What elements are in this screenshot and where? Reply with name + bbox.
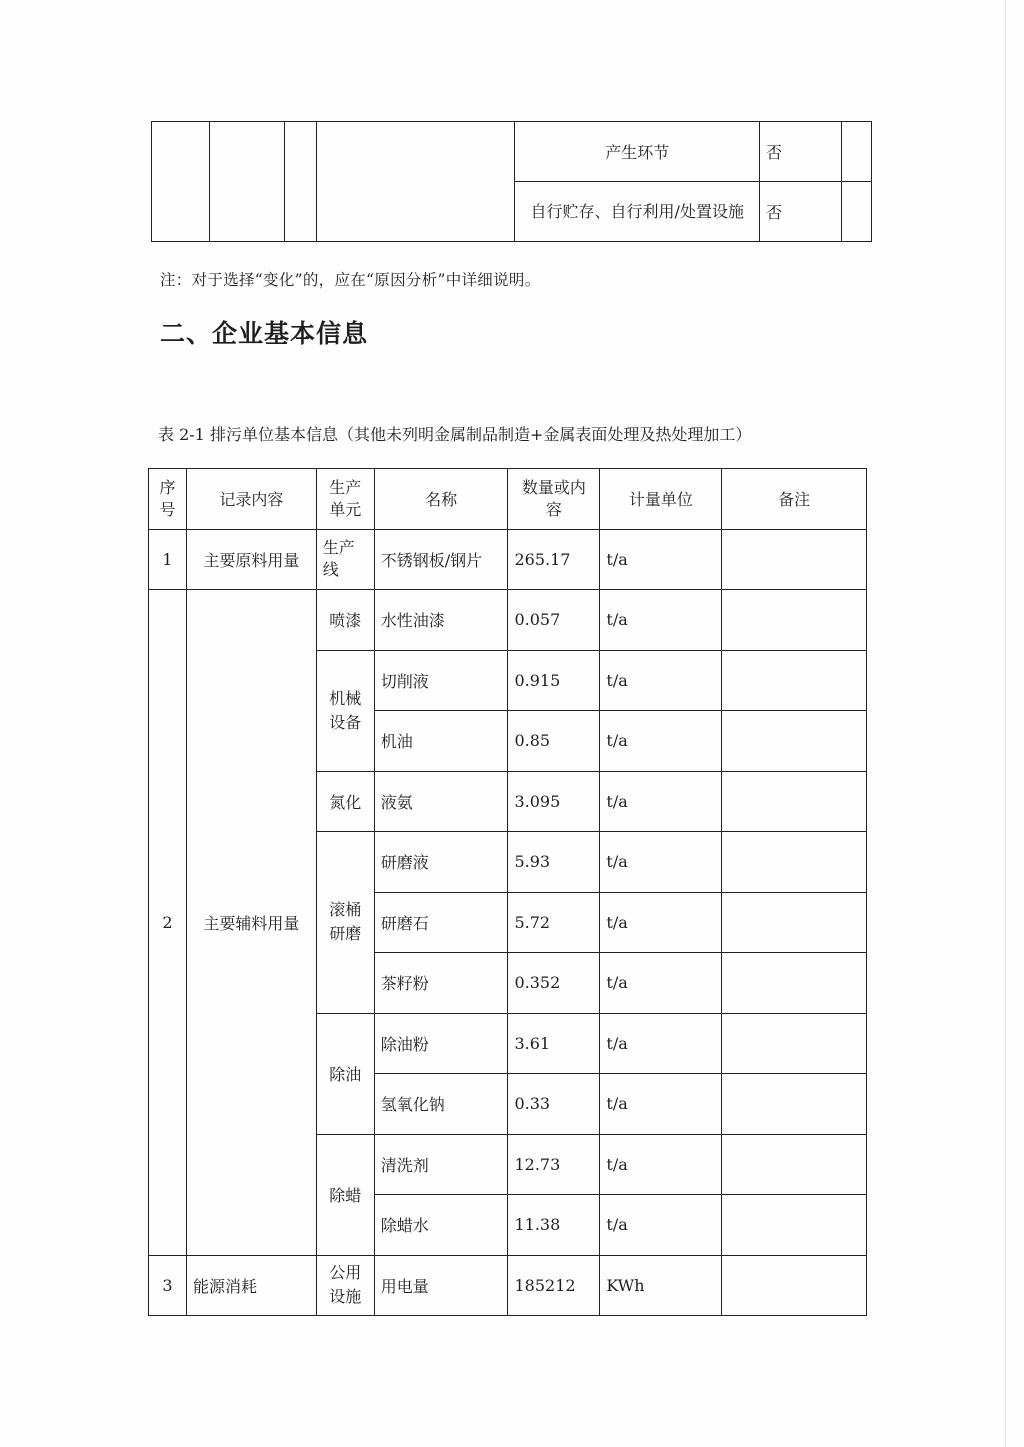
header-cell: 名称 (374, 469, 508, 530)
remark (722, 832, 867, 893)
measure-unit: t/a (600, 1195, 722, 1256)
header-cell: 生产单元 (316, 469, 374, 530)
measure-unit: t/a (600, 650, 722, 711)
remark (722, 650, 867, 711)
item-cell: 自行贮存、自行利用/处置设施 (515, 182, 760, 242)
quantity: 0.85 (508, 711, 600, 772)
measure-unit: t/a (600, 529, 722, 590)
quantity: 3.095 (508, 771, 600, 832)
production-unit: 除蜡 (316, 1134, 374, 1255)
quantity: 11.38 (508, 1195, 600, 1256)
item-name: 液氨 (374, 771, 508, 832)
item-name: 清洗剂 (374, 1134, 508, 1195)
header-cell: 备注 (722, 469, 867, 530)
table-row (149, 590, 867, 651)
measure-unit: t/a (600, 953, 722, 1014)
production-unit: 生产线 (316, 529, 374, 590)
measure-unit: t/a (600, 590, 722, 651)
production-unit: 喷漆 (316, 590, 374, 651)
page-edge-line (1005, 0, 1006, 1447)
quantity: 0.33 (508, 1074, 600, 1135)
quantity: 3.61 (508, 1013, 600, 1074)
remark (722, 1134, 867, 1195)
header-cell: 记录内容 (186, 469, 316, 530)
empty-cell (284, 122, 316, 242)
production-unit: 滚桶研磨 (316, 832, 374, 1014)
remark (722, 529, 867, 590)
quantity: 5.72 (508, 892, 600, 953)
measure-unit: t/a (600, 1013, 722, 1074)
measure-unit: t/a (600, 832, 722, 893)
measure-unit: t/a (600, 1134, 722, 1195)
row-number: 2 (149, 590, 187, 1256)
remark (722, 771, 867, 832)
record-content: 能源消耗 (186, 1255, 316, 1316)
remark (722, 590, 867, 651)
item-cell: 产生环节 (515, 122, 760, 182)
empty-cell (842, 122, 872, 182)
quantity: 5.93 (508, 832, 600, 893)
header-cell: 序号 (149, 469, 187, 530)
item-name: 除油粉 (374, 1013, 508, 1074)
remark (722, 1074, 867, 1135)
production-unit: 除油 (316, 1013, 374, 1134)
header-cell: 数量或内容 (508, 469, 600, 530)
value-cell: 否 (760, 122, 842, 182)
item-name: 氢氧化钠 (374, 1074, 508, 1135)
item-name: 研磨液 (374, 832, 508, 893)
row-number: 3 (149, 1255, 187, 1316)
table-row (149, 529, 867, 590)
value-cell: 否 (760, 182, 842, 242)
item-name: 除蜡水 (374, 1195, 508, 1256)
record-content: 主要原料用量 (186, 529, 316, 590)
item-name: 机油 (374, 711, 508, 772)
quantity: 0.352 (508, 953, 600, 1014)
header-cell: 计量单位 (600, 469, 722, 530)
item-name: 茶籽粉 (374, 953, 508, 1014)
remark (722, 711, 867, 772)
basic-info-table (148, 468, 867, 1316)
record-content: 主要辅料用量 (186, 590, 316, 1256)
continuation-table (151, 121, 872, 242)
note-text: 注：对于选择“变化”的，应在“原因分析”中详细说明。 (160, 271, 541, 289)
measure-unit: t/a (600, 711, 722, 772)
measure-unit: KWh (600, 1255, 722, 1316)
quantity: 12.73 (508, 1134, 600, 1195)
quantity: 0.057 (508, 590, 600, 651)
measure-unit: t/a (600, 892, 722, 953)
production-unit: 机械设备 (316, 650, 374, 771)
remark (722, 1195, 867, 1256)
item-name: 研磨石 (374, 892, 508, 953)
item-name: 水性油漆 (374, 590, 508, 651)
production-unit: 氮化 (316, 771, 374, 832)
remark (722, 953, 867, 1014)
production-unit: 公用设施 (316, 1255, 374, 1316)
empty-cell (842, 182, 872, 242)
quantity: 0.915 (508, 650, 600, 711)
remark (722, 1255, 867, 1316)
row-number: 1 (149, 529, 187, 590)
empty-cell (316, 122, 515, 242)
remark (722, 892, 867, 953)
quantity: 185212 (508, 1255, 600, 1316)
table-caption: 表 2-1 排污单位基本信息（其他未列明金属制品制造+金属表面处理及热处理加工） (158, 425, 752, 444)
table-row (149, 1255, 867, 1316)
measure-unit: t/a (600, 771, 722, 832)
remark (722, 1013, 867, 1074)
empty-cell (152, 122, 210, 242)
table-header-row (149, 469, 867, 530)
quantity: 265.17 (508, 529, 600, 590)
item-name: 不锈钢板/钢片 (374, 529, 508, 590)
measure-unit: t/a (600, 1074, 722, 1135)
item-name: 用电量 (374, 1255, 508, 1316)
empty-cell (209, 122, 284, 242)
table-row (152, 122, 872, 182)
section-title: 二、企业基本信息 (160, 319, 369, 348)
item-name: 切削液 (374, 650, 508, 711)
